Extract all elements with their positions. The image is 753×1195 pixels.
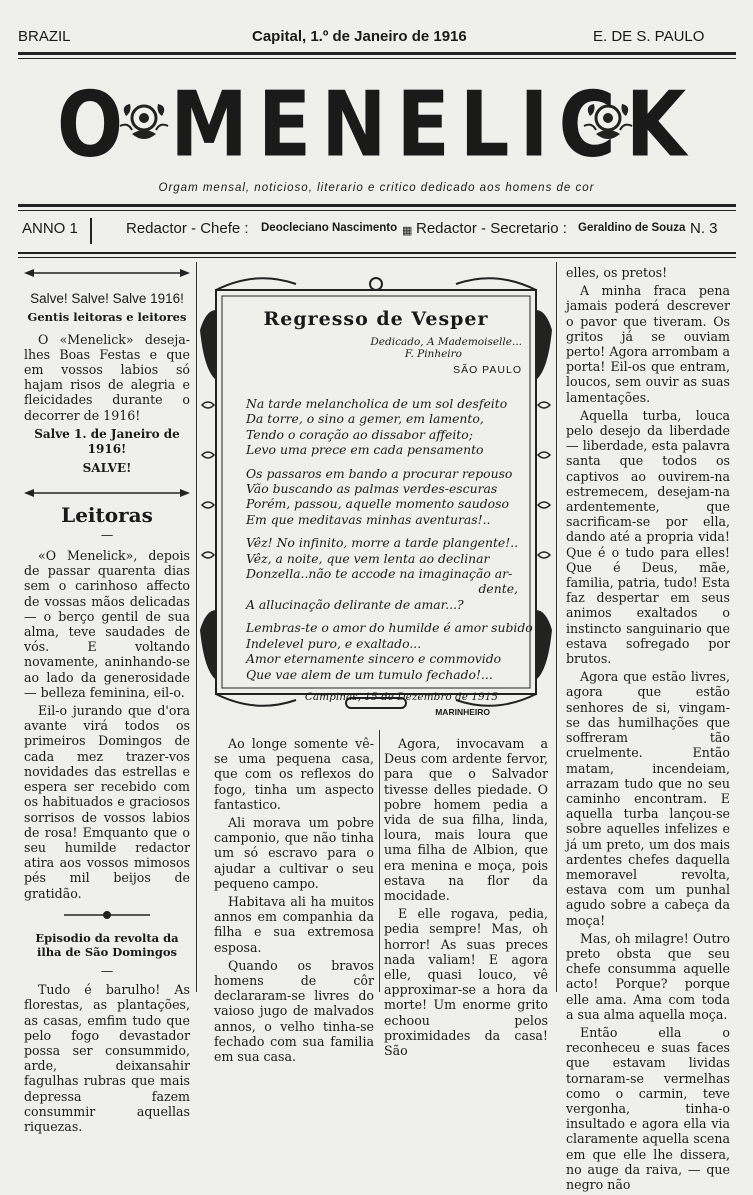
poem-author: MARINHEIRO bbox=[435, 707, 490, 718]
newspaper-title: O MENELICK bbox=[56, 74, 697, 178]
column-divider-3 bbox=[556, 262, 557, 992]
poem-title: Regresso de Vesper bbox=[263, 308, 489, 330]
redactor-chefe-label: Redactor - Chefe : bbox=[126, 220, 249, 237]
poem-place: SÃO PAULO bbox=[453, 364, 522, 376]
issue-number: N. 3 bbox=[690, 220, 718, 237]
divider-ornament-icon bbox=[24, 268, 190, 278]
anno-label: ANNO 1 bbox=[22, 220, 78, 237]
episodio-title: Episodio da revolta da ilha de São Domingos bbox=[35, 930, 179, 959]
top-rule bbox=[18, 52, 736, 55]
salve-subtitle: Gentis leitoras e leitores bbox=[27, 310, 187, 325]
poem-line: Os passaros em bando a procurar repouso bbox=[246, 465, 513, 481]
paragraph: Ao longe somente vê-se uma pequena casa, que com os reflexos do fogo, tinha um aspecto fantastico. bbox=[214, 736, 374, 812]
salve-end: SALVE! bbox=[82, 461, 132, 476]
salve-title: Salve! Salve! Salve 1916! bbox=[30, 291, 184, 307]
separator-icon: ▦ bbox=[402, 225, 413, 237]
paragraph: Ali morava um pobre camponio, que não tinha um só escravo para o ajudar a cultivar o seu pequeno campo. bbox=[214, 815, 374, 891]
column-1 bbox=[24, 266, 190, 1137]
poem-line: dente, bbox=[478, 581, 518, 597]
editors-rule bbox=[18, 252, 736, 254]
column-3 bbox=[384, 736, 548, 1061]
state-label: E. DE S. PAULO bbox=[593, 28, 705, 45]
column-2 bbox=[214, 736, 374, 1067]
paragraph: Agora, invocavam a Deus com ardente fervor, para que o Salvador tivesse delles piedade. O pobre homem pedia a vida de sua filha, linda, loura, mais loura que uma filha de Albion, que era menina e moça, pois estava na flor da mocidade. bbox=[384, 736, 548, 904]
leitoras-dash: — bbox=[100, 526, 114, 542]
poem-line: Amor eternamente sincero e commovido bbox=[246, 651, 502, 667]
paragraph: elles, os pretos! bbox=[566, 265, 668, 280]
poem-line: Levo uma prece em cada pensamento bbox=[246, 442, 484, 458]
paragraph: Quando os bravos homens de côr declararam-se livres do vaioso jugo de malvados annos, o velho tinha-se fechado com sua familia em sua casa. bbox=[214, 957, 374, 1065]
poem-body bbox=[246, 396, 533, 721]
masthead-rule bbox=[18, 204, 736, 207]
top-rule-thin bbox=[18, 58, 736, 59]
poem-line: Da torre, o sino a gemer, em lamento, bbox=[246, 411, 484, 427]
salve-body: O «Menelick» deseja-lhes Boas Festas e que em vossos labios só hajam risos de alegria e fleicidades durante o decorrer de 1916! bbox=[24, 331, 190, 423]
poem-stanza-4 bbox=[246, 620, 533, 682]
poem-stanza-1 bbox=[246, 396, 518, 458]
poem-line: Indelevel puro, e exaltado... bbox=[246, 635, 422, 651]
poem-stanza-3 bbox=[246, 535, 518, 612]
poem-stanza-2 bbox=[246, 466, 518, 528]
paragraph: E elle rogava, pedia, pedia sempre! Mas, oh horror! As suas preces nada valiam! E agora elle, quasi louco, vê approximar-se a hora da morte! Um enorme grito echoou pelos proximidades da casa! São bbox=[384, 906, 548, 1059]
poem-line: Vêz, a noite, que vem lenta ao declinar bbox=[246, 550, 490, 566]
episodio-dash: — bbox=[100, 962, 114, 978]
column-4 bbox=[566, 265, 730, 1195]
poem-line: Em que meditavas minhas aventuras!.. bbox=[246, 511, 491, 527]
poem-line: Donzella..não te accode na imaginação ar- bbox=[246, 566, 513, 582]
paragraph: Então ella o reconheceu e suas faces que estavam lividas tornaram-se vermelhas como o carmin, teve vergonha, tinha-o insultado e agora ella via claramente aquella scena em que elle lhe dissera, no auge da raiva, — que negro não bbox=[566, 1024, 730, 1192]
poem-line: Lembras-te o amor do humilde é amor subido bbox=[246, 620, 533, 636]
poem-dedication: Dedicado, A Mademoiselle... bbox=[370, 336, 522, 348]
editors-bar bbox=[18, 220, 736, 246]
poem-line: Vão buscando as palmas verdes-escuras bbox=[246, 481, 498, 497]
dateline bbox=[0, 26, 753, 50]
editors-divider bbox=[90, 218, 92, 244]
paragraph: Mas, oh milagre! Outro preto obsta que seu chefe consumma aquelle acto! Porque? porque elle ama. Ama com toda a sua alma aquella moça. bbox=[566, 930, 730, 1022]
poem-line: Que vae alem de um tumulo fechado!... bbox=[246, 666, 493, 682]
leitoras-paragraph-1: «O Menelick», depois de passar quarenta dias sem o carinhoso affecto de vossas mãos delicadas — o berço gentil de sua alma, teve saudades de vós. E voltando novamente, aninhando-se ao lado da generosidade — belleza feminina, eil-o. bbox=[24, 548, 190, 700]
paragraph: Agora que estão livres, agora que estão senhores de si, vingam-se das humilhações que soffreram tão cruelmente. Então matam, incendeiam, arrazam tudo que no seu caminho encontram. E aquella turba lançou-se sobre aquelles infelizes e já um preto, um dos mais ardentes chefes daquella memoravel revolta, estava com um punhal agudo sobre a cabeça da moça! bbox=[566, 669, 730, 928]
redactor-chefe-name: Deocleciano Nascimento bbox=[261, 222, 398, 234]
poem-line: Porém, passou, aquelle momento saudoso bbox=[246, 496, 509, 512]
masthead-rule-thin bbox=[18, 210, 736, 211]
poem-line: A allucinação delirante de amar...? bbox=[246, 596, 464, 612]
editors-rule-thin bbox=[18, 257, 736, 258]
poem-dedication-name: F. Pinheiro bbox=[404, 348, 462, 360]
leitoras-paragraph-2: Eil-o jurando que d'ora avante virá todos os primeiros Domingos de cada mez trazer-vos novidades das estrellas e espera ser recebido com os habituados e graciosos sorrisos de vossos labios de rosa! Emquanto que o seu humilde redactor atira aos vossos mimosos pés mil beijos de gratidão. bbox=[24, 703, 190, 901]
column-divider-2 bbox=[379, 730, 380, 992]
paragraph: Aquella turba, louca pelo desejo da liberdade — liberdade, esta palavra santa que todos os captivos ao ouvirem-na estremecem, desejam-na ardentemente, que sacrificam-se por ella, dando até a propria vida! Que é o tudo para elles! Que é Deus, mãe, familia, patria, tudo! Esta faz despertar em seus animos exaltados o instincto sanguinario que estava sofregado por brutos. bbox=[566, 407, 731, 667]
salve-date: Salve 1. de Janeiro de 1916! bbox=[34, 426, 180, 457]
divider-ornament-icon bbox=[24, 908, 190, 922]
leitoras-title: Leitoras bbox=[61, 502, 153, 527]
poem-line: Tendo o coração ao dissabor affeito; bbox=[246, 426, 473, 442]
poem-signoff: Campinas, 15 de Dezembro de 1915 bbox=[304, 690, 498, 703]
paragraph: Habitava ali ha muitos annos em companhia da filha e sua extremosa esposa. bbox=[214, 894, 374, 955]
poem-line: Na tarde melancholica de um sol desfeito bbox=[246, 396, 508, 411]
redactor-secretario-label: Redactor - Secretario : bbox=[416, 220, 567, 237]
poem-header bbox=[230, 308, 522, 376]
episodio-paragraph-1: Tudo é barulho! As florestas, as plantações, as casas, emfim tudo que pelo fogo devastador possa ser consummido, arde, deixansahir fagulhas rubras que mais depressa fazem consummir aquellas riquezas. bbox=[24, 982, 190, 1134]
newspaper-subtitle: Orgam mensal, noticioso, literario e critico dedicado aos homens de cor bbox=[158, 182, 595, 194]
poem-line: Vêz! No infinito, morre a tarde plangente!.. bbox=[246, 535, 519, 551]
country-label: BRAZIL bbox=[18, 28, 71, 45]
issue-date: Capital, 1.º de Janeiro de 1916 bbox=[252, 28, 467, 45]
divider-ornament-icon bbox=[24, 488, 190, 498]
redactor-secretario-name: Geraldino de Souza bbox=[578, 222, 686, 234]
paragraph: A minha fraca pena jamais poderá descrever o pavor que tiveram. Os gritos já se ouviam perto! Agora arrombam a porta! Eil-os que entram, loucos, sem ouvir as suas lamentações. bbox=[566, 283, 730, 405]
